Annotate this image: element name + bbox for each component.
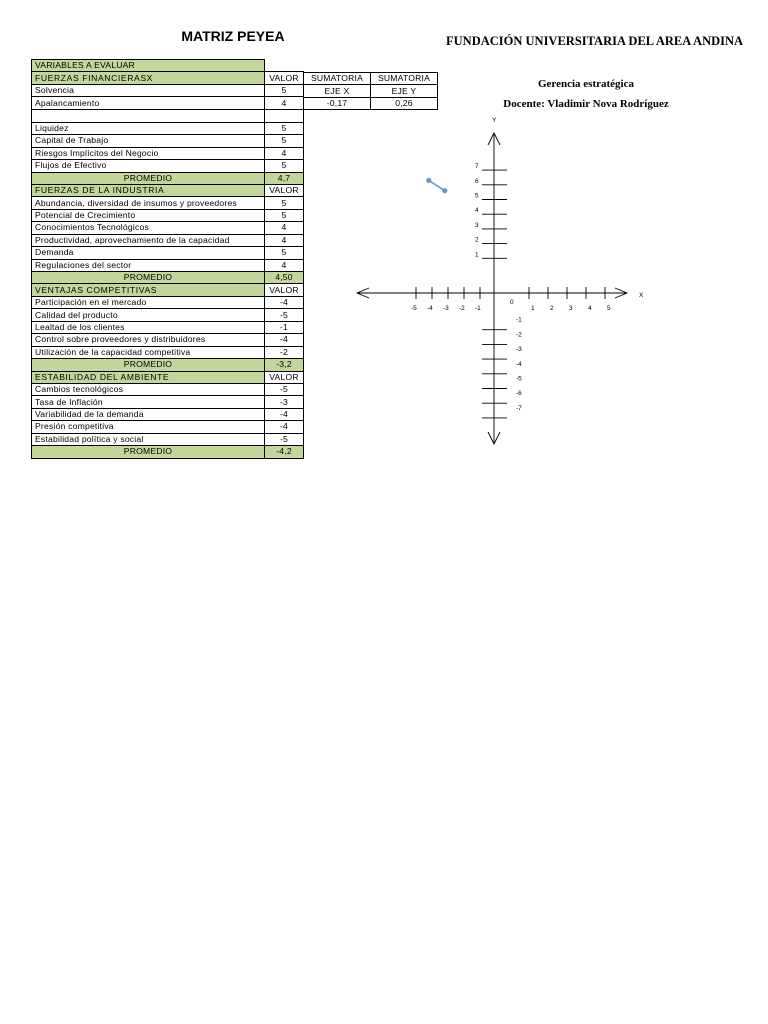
section-title: VENTAJAS COMPETITIVAS (32, 284, 265, 296)
value-header: VALOR (265, 284, 304, 296)
y-tick-label: 2 (475, 236, 479, 244)
sum-x-value: -0,17 (304, 97, 371, 109)
x-tick-label: -1 (475, 305, 481, 312)
promedio-value: -3,2 (265, 359, 304, 371)
row-value: 5 (265, 209, 304, 221)
row-label: Demanda (32, 247, 265, 259)
sum-header-y: SUMATORIA (371, 73, 438, 85)
row-label: Estabilidad política y social (32, 433, 265, 445)
row-value: 5 (265, 122, 304, 134)
row-value: 5 (265, 247, 304, 259)
y-tick-label: 7 (475, 163, 479, 171)
row-label: Conocimientos Tecnológicos (32, 222, 265, 234)
sum-header-x: SUMATORIA (304, 73, 371, 85)
page-title: MATRIZ PEYEA (181, 28, 285, 44)
x-tick-label: -2 (459, 305, 465, 312)
x-tick-label: 3 (569, 305, 573, 312)
row-label: Potencial de Crecimiento (32, 209, 265, 221)
y-tick-label: 3 (475, 221, 479, 229)
course-name: Gerencia estratégica (537, 78, 634, 90)
sum-y-value: 0,26 (371, 97, 438, 109)
promedio-label: PROMEDIO (32, 272, 265, 284)
row-value: -4 (265, 408, 304, 420)
x-tick-label: -5 (411, 305, 417, 312)
row-value: -4 (265, 421, 304, 433)
row-value: 4 (265, 259, 304, 271)
row-value: 4 (265, 97, 304, 109)
row-value: 4 (265, 222, 304, 234)
row-label: Liquidez (32, 122, 265, 134)
row-value: 4 (265, 147, 304, 159)
y-tick-label: 4 (475, 207, 479, 215)
promedio-value: 4,50 (265, 272, 304, 284)
x-tick-label: 4 (588, 305, 592, 312)
row-value: -1 (265, 321, 304, 333)
row-value: -4 (265, 296, 304, 308)
x-axis-label: X (639, 292, 644, 299)
axis-y-label: EJE Y (371, 85, 438, 97)
row-value: 5 (265, 197, 304, 209)
row-label: Flujos de Efectivo (32, 160, 265, 172)
row-label: Lealtad de los clientes (32, 321, 265, 333)
x-tick-label: 5 (607, 305, 611, 312)
row-value: 5 (265, 160, 304, 172)
y-axis-label: Y (492, 117, 497, 124)
y-tick-label: -1 (516, 316, 522, 324)
institution-name: FUNDACIÓN UNIVERSITARIA DEL AREA ANDINA (446, 34, 744, 48)
row-label: Productividad, aprovechamiento de la capacidad (32, 234, 265, 246)
row-value: -5 (265, 383, 304, 395)
row-label: Presión competitiva (32, 421, 265, 433)
value-header: VALOR (265, 371, 304, 383)
section-title: ESTABILIDAD DEL AMBIENTE (32, 371, 265, 383)
promedio-value: -4,2 (265, 446, 304, 458)
x-tick-label: -3 (443, 305, 449, 312)
row-value: -5 (265, 309, 304, 321)
row-label: Tasa de Inflación (32, 396, 265, 408)
y-tick-label: -7 (516, 404, 522, 412)
row-label: Solvencia (32, 84, 265, 96)
row-value: -2 (265, 346, 304, 358)
x-tick-label: 1 (531, 305, 535, 312)
row-label: Participación en el mercado (32, 296, 265, 308)
y-tick-label: 5 (475, 192, 479, 200)
row-label: Cambios tecnológicos (32, 383, 265, 395)
row-value: 5 (265, 135, 304, 147)
row-label: Variabilidad de la demanda (32, 408, 265, 420)
section-title: FUERZAS DE LA INDUSTRIA (32, 184, 265, 196)
y-tick-label: -2 (516, 331, 522, 339)
promedio-label: PROMEDIO (32, 446, 265, 458)
y-tick-label: 6 (475, 177, 479, 185)
value-header: VALOR (265, 72, 304, 84)
row-label: Apalancamiento (32, 97, 265, 109)
row-value: -5 (265, 433, 304, 445)
row-label: Regulaciones del sector (32, 259, 265, 271)
variables-header: VARIABLES A EVALUAR (32, 60, 265, 72)
teacher-name: Docente: Vladimir Nova Rodríguez (503, 98, 669, 110)
row-label: Control sobre proveedores y distribuidores (32, 334, 265, 346)
section-title: FUERZAS FINANCIERASX (32, 72, 265, 84)
promedio-label: PROMEDIO (32, 359, 265, 371)
axis-x-label: EJE X (304, 85, 371, 97)
row-label: Riesgos Implícitos del Negocio (32, 147, 265, 159)
y-tick-label: -5 (516, 375, 522, 383)
data-point (426, 178, 431, 183)
y-tick-label: -6 (516, 390, 522, 398)
row-label: Capital de Trabajo (32, 135, 265, 147)
data-point (442, 188, 447, 193)
row-value: 4 (265, 234, 304, 246)
series-line (429, 180, 445, 190)
row-label: Abundancia, diversidad de insumos y proveedores (32, 197, 265, 209)
row-label: Utilización de la capacidad competitiva (32, 346, 265, 358)
y-tick-label: -3 (516, 346, 522, 354)
origin-label: 0 (510, 299, 514, 306)
promedio-value: 4,7 (265, 172, 304, 184)
row-value: -3 (265, 396, 304, 408)
row-label: Calidad del producto (32, 309, 265, 321)
value-header: VALOR (265, 184, 304, 196)
y-tick-label: -4 (516, 360, 522, 368)
y-tick-label: 1 (475, 251, 479, 259)
promedio-label: PROMEDIO (32, 172, 265, 184)
x-tick-label: -4 (427, 305, 433, 312)
x-tick-label: 2 (550, 305, 554, 312)
row-value: -4 (265, 334, 304, 346)
row-value: 5 (265, 84, 304, 96)
